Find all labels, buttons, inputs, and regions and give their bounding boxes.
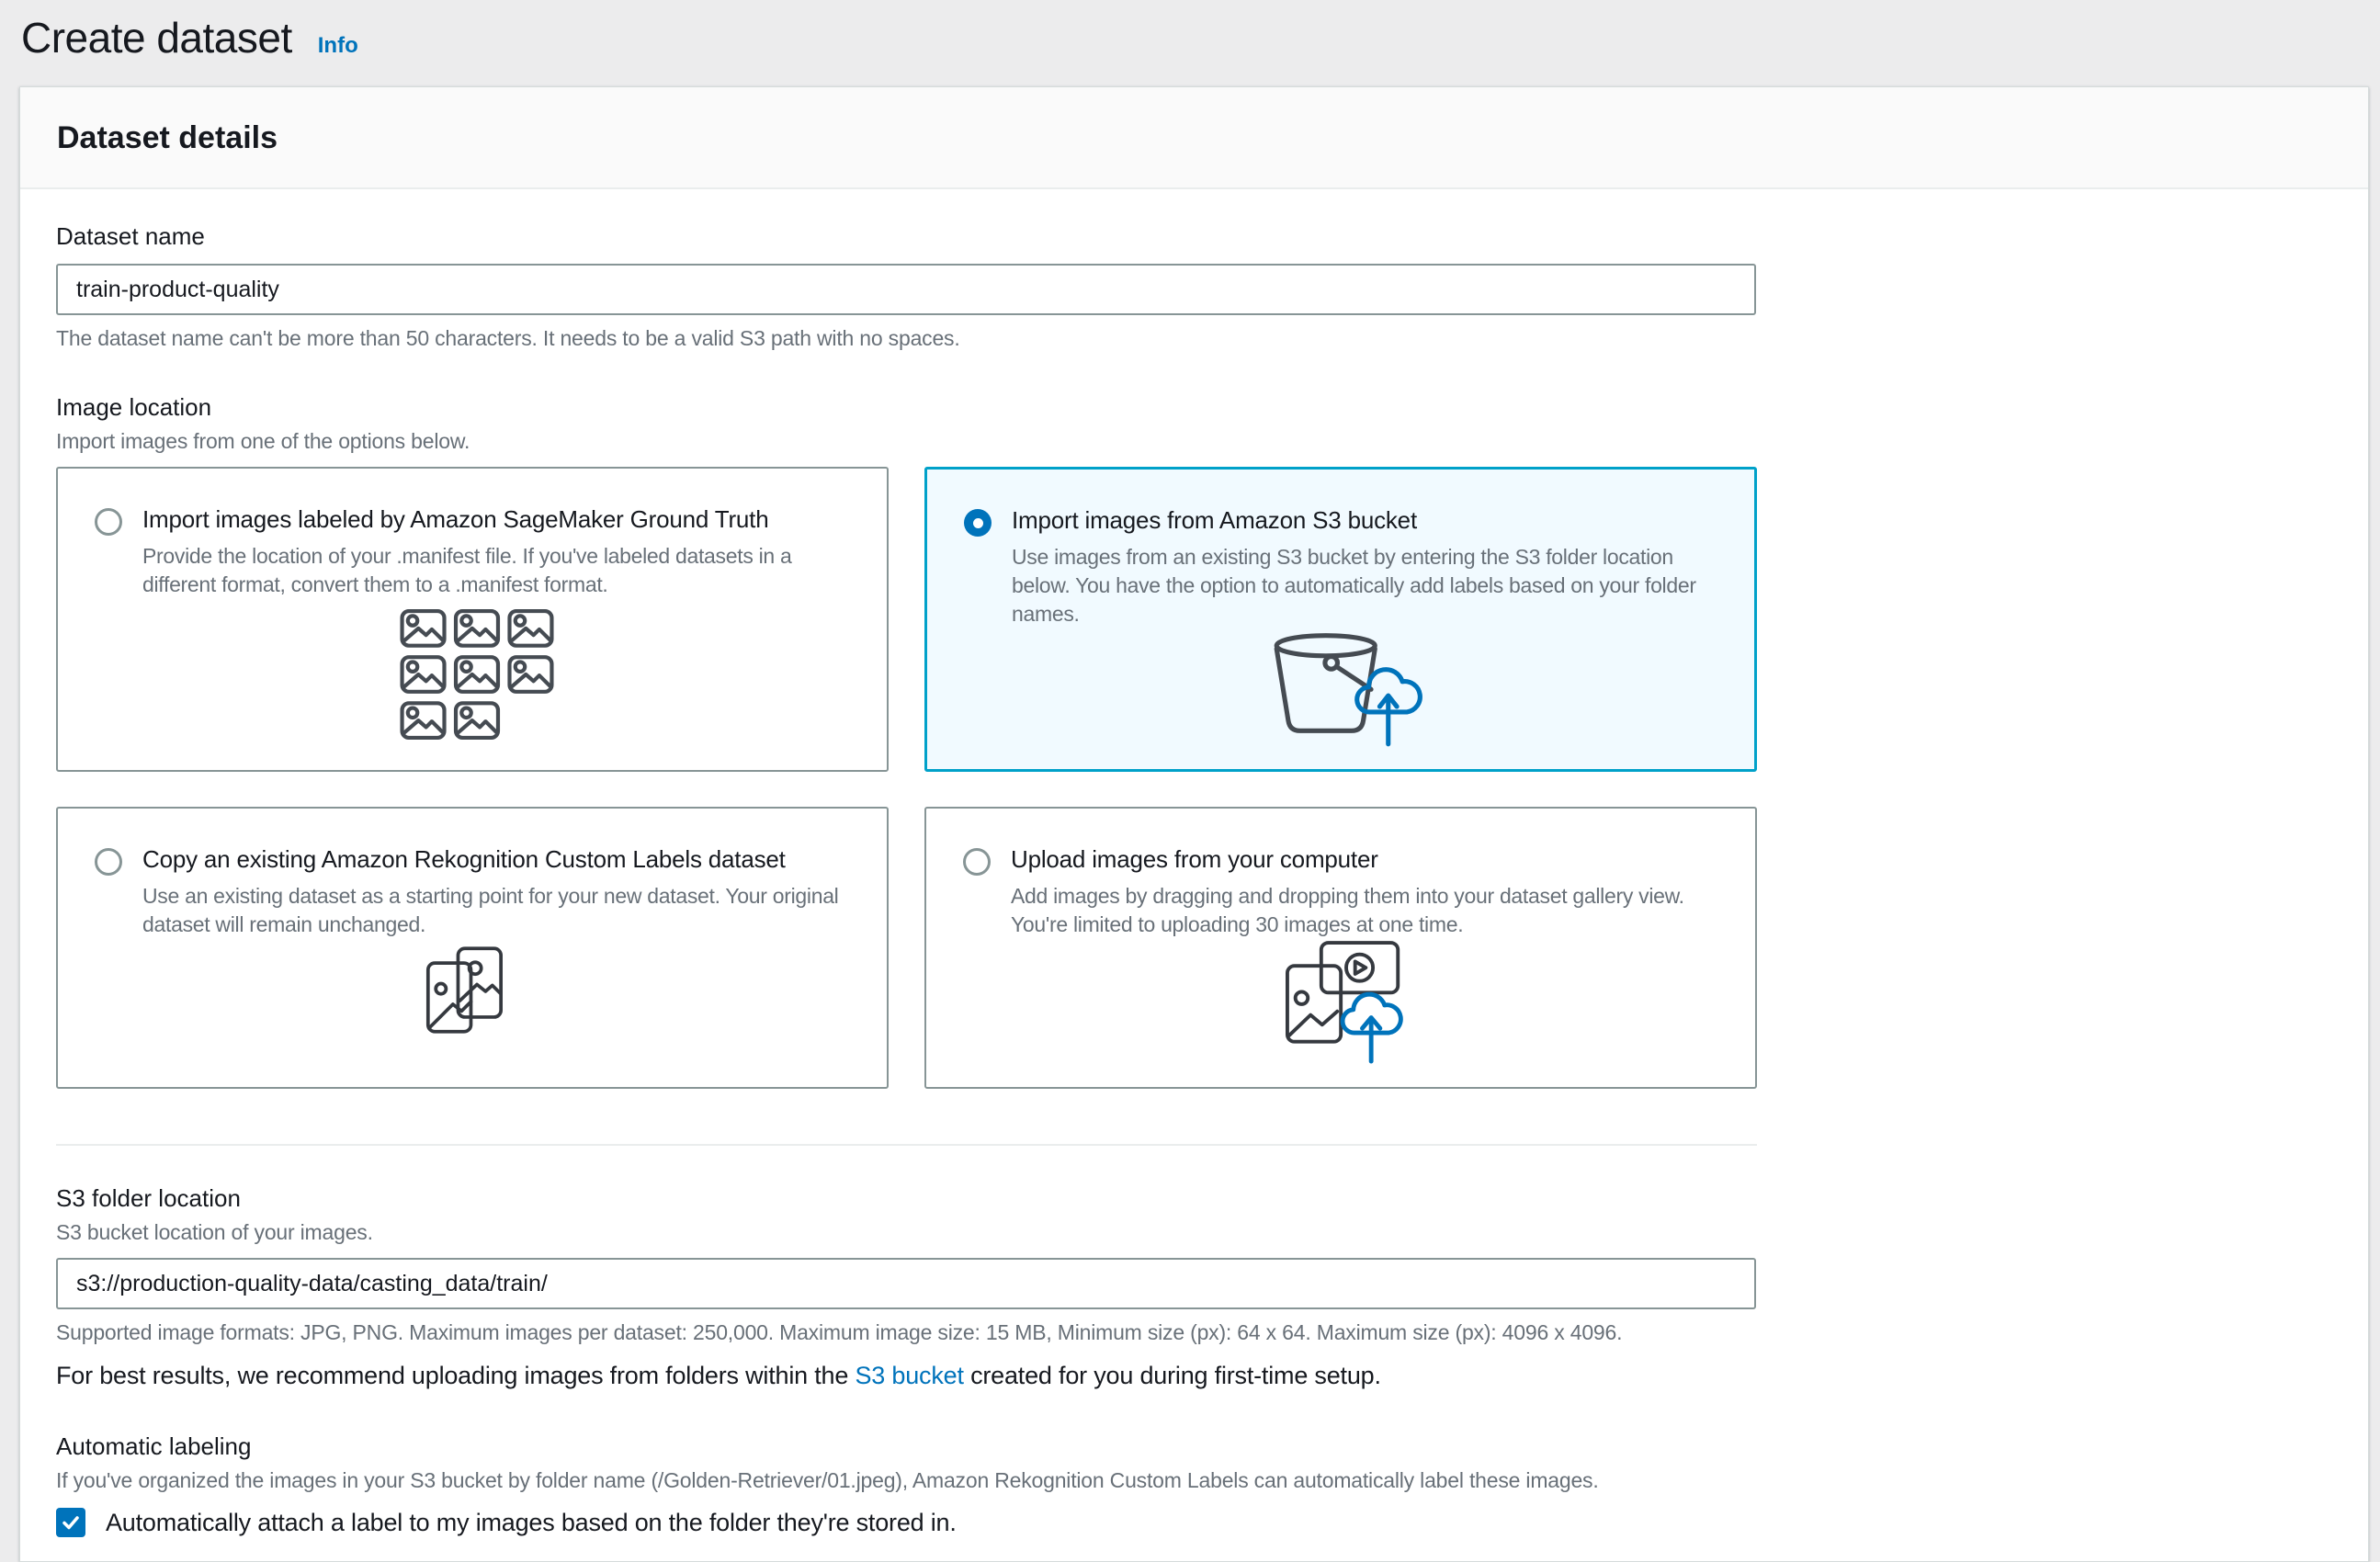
image-location-label: Image location (56, 393, 212, 421)
option-icon-wrap (95, 939, 859, 1067)
option-icon-wrap (964, 628, 1727, 753)
dataset-details-panel (19, 86, 2369, 1562)
option-text (142, 845, 859, 939)
check-icon (60, 1511, 82, 1534)
option-card-copy-dataset[interactable] (56, 807, 889, 1089)
dataset-name-constraint: The dataset name can't be more than 50 characters. It needs to be a valid S3 path with no spaces. (56, 326, 960, 350)
option-head (95, 845, 859, 939)
radio-ground-truth[interactable] (95, 508, 122, 536)
image-grid-icon (400, 609, 554, 740)
auto-label-checkbox[interactable] (56, 1508, 85, 1537)
panel-body (20, 189, 2368, 1537)
radio-upload-computer[interactable] (963, 848, 991, 876)
section-divider (56, 1144, 1757, 1146)
option-text (142, 505, 859, 599)
image-location-section (56, 393, 2331, 454)
option-card-upload-computer[interactable] (924, 807, 1757, 1089)
option-head (963, 845, 1728, 939)
automatic-labeling-label: Automatic labeling (56, 1432, 252, 1460)
option-text (1012, 506, 1727, 628)
panel-title: Dataset details (57, 120, 278, 155)
s3-folder-constraint: Supported image formats: JPG, PNG. Maximum images per dataset: 250,000. Maximum image size: 15 MB, Minimum size (px): 64 x 64. Maximum size (px): 4096 x 4096. (56, 1320, 1623, 1344)
option-title: Upload images from your computer (1011, 845, 1378, 873)
page-header (0, 0, 2380, 62)
radio-s3-bucket[interactable] (964, 509, 992, 537)
info-link[interactable]: Info (317, 33, 358, 58)
auto-label-checkbox-row (56, 1508, 2331, 1537)
copy-dataset-icon (425, 945, 528, 1061)
option-text (1011, 845, 1728, 939)
s3-bucket-link[interactable]: S3 bucket (855, 1362, 964, 1389)
option-description: Use images from an existing S3 bucket by entering the S3 folder location below. You have the option to automatically add labels based on your folder names. (1012, 545, 1696, 626)
option-card-ground-truth[interactable] (56, 467, 889, 772)
s3-folder-input[interactable] (56, 1258, 1756, 1309)
s3-folder-section (56, 1184, 2331, 1390)
option-icon-wrap (95, 599, 859, 750)
recommendation-text-after: created for you during first-time setup. (963, 1362, 1381, 1389)
s3-folder-label: S3 folder location (56, 1184, 241, 1212)
upload-media-icon (1286, 941, 1406, 1066)
s3-recommendation (56, 1362, 2331, 1390)
automatic-labeling-description: If you've organized the images in your S3 bucket by folder name (/Golden-Retriever/01.jpeg), Amazon Rekognition Custom Labels can automatically label these images. (56, 1468, 1599, 1492)
radio-copy-dataset[interactable] (95, 848, 122, 876)
panel-header (20, 87, 2368, 189)
option-card-s3-bucket[interactable] (924, 467, 1757, 772)
recommendation-text-before: For best results, we recommend uploading images from folders within the (56, 1362, 856, 1389)
dataset-name-label: Dataset name (56, 222, 205, 250)
option-head (95, 505, 859, 599)
option-icon-wrap (963, 939, 1728, 1067)
dataset-name-field (56, 222, 2331, 351)
auto-label-checkbox-label: Automatically attach a label to my images based on the folder they're stored in. (106, 1508, 957, 1536)
option-description: Provide the location of your .manifest file. If you've labeled datasets in a different format, convert them to a .manifest format. (142, 544, 792, 596)
option-head (964, 506, 1727, 628)
page-title: Create dataset (21, 14, 292, 62)
s3-folder-description: S3 bucket location of your images. (56, 1220, 373, 1244)
option-title: Import images labeled by Amazon SageMaker Ground Truth (142, 505, 769, 533)
option-description: Use an existing dataset as a starting point for your new dataset. Your original dataset will remain unchanged. (142, 884, 839, 936)
option-description: Add images by dragging and dropping them into your dataset gallery view. You're limited to uploading 30 images at one time. (1011, 884, 1684, 936)
image-location-options (56, 467, 2331, 1089)
option-title: Import images from Amazon S3 bucket (1012, 506, 1417, 534)
s3-bucket-upload-icon (1267, 628, 1423, 753)
image-location-description: Import images from one of the options below. (56, 429, 470, 453)
dataset-name-input[interactable] (56, 264, 1756, 315)
option-title: Copy an existing Amazon Rekognition Custom Labels dataset (142, 845, 786, 873)
automatic-labeling-section (56, 1432, 2331, 1537)
